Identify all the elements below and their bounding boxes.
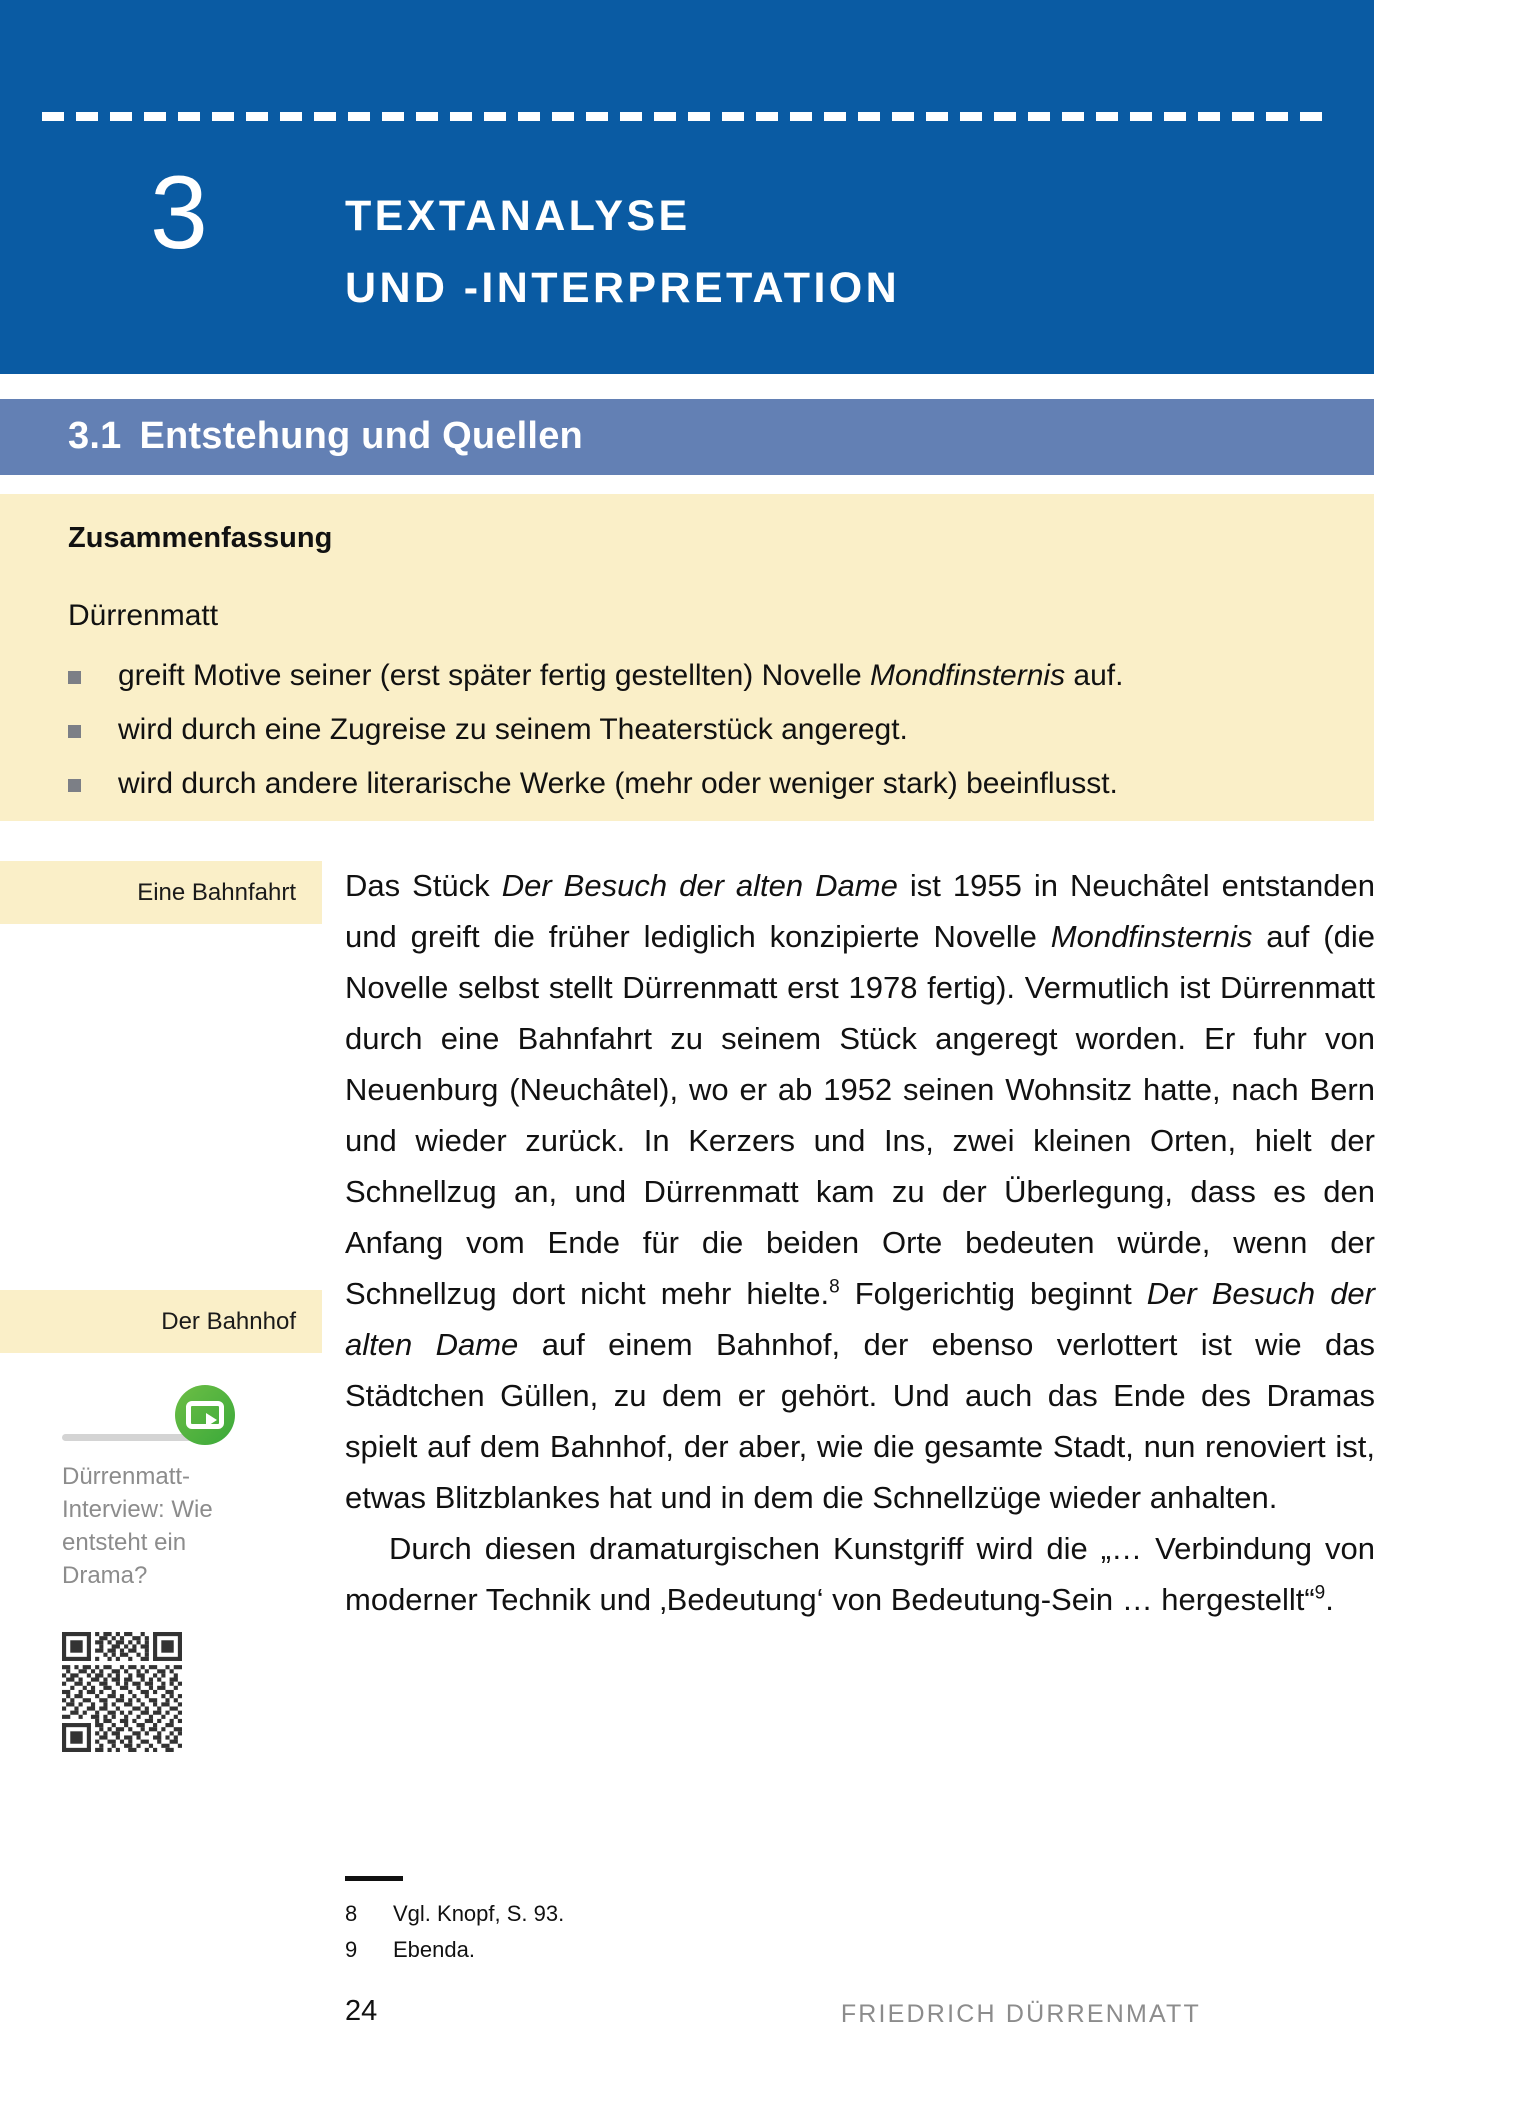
footnote-list [345,1896,1245,1968]
paragraph-1-text: auf einem Bahnhof, der ebenso verlottert ist wie das Städtchen Güllen, zu dem er gehört. Und auch das Ende des Dramas spielt auf dem Bahnhof, der aber, wie die gesamte Stadt, nun renoviert ist, etwas Blitzblankes hat und in dem die Schnellzüge wieder anhalten. [345,1327,1376,1515]
margin-tag-der-bahnhof [0,1290,322,1353]
margin-tag-label: Der Bahnhof [161,1307,296,1335]
paragraph-1-text: ist 1955 in Neuchâtel entstanden und greift die früher lediglich konzipierte Novelle [345,868,1376,954]
list-item-text-pre: greift Motive seiner (erst später fertig gestellten) Novelle [118,659,870,692]
footnote-number: 8 [345,1901,358,1926]
footnote-number: 9 [345,1937,358,1962]
body-paragraph-1 [345,860,1375,1523]
margin-tag-eine-bahnfahrt [0,861,322,924]
margin-tag-label: Eine Bahnfahrt [137,878,296,906]
list-item [68,649,1348,703]
video-frame-shape [186,1401,224,1429]
list-item-text-post: auf. [1065,659,1124,692]
chapter-title-line2: UND -INTERPRETATION [345,264,901,312]
dashed-rule-decoration [42,112,1332,121]
body-paragraph-2 [345,1523,1375,1625]
page-number: 24 [345,1995,378,2027]
list-item [68,703,1348,757]
square-bullet-icon [68,725,81,738]
section-heading [68,415,583,458]
list-item [68,757,1348,811]
paragraph-1-text: auf (die Novelle selbst stellt Dürrenmatt erst 1978 fertig). Vermutlich ist Dürrenmatt durch eine Bahnfahrt zu seinem Stück angeregt worden. Er fuhr von Neuenburg (Neuchâtel), wo er ab 1952 seinen Wohnsitz hatte, nach Bern und wieder zurück. In Kerzers und Ins, zwei kleinen Orten, hielt der Schnellzug an, und Dürrenmatt kam zu der Überlegung, dass es den Anfang vom Ende für die beiden Orte bedeuten würde, wenn der Schnellzug dort nicht mehr hielte. [345,919,1375,1311]
footnote-text: Vgl. Knopf, S. 93. [393,1901,565,1926]
paragraph-2-text: . [1325,1582,1334,1617]
footnote-item [345,1932,1245,1968]
qr-code[interactable] [62,1632,182,1752]
footnote-item [345,1896,1245,1932]
paragraph-1-footnote-ref: 8 [829,1276,840,1298]
summary-box [0,494,1374,821]
list-item-text-italic: Mondfinsternis [869,659,1066,692]
list-item-text-pre: wird durch eine Zugreise zu seinem Theaterstück angeregt. [118,713,908,746]
video-play-icon[interactable] [175,1385,235,1445]
running-book-title: FRIEDRICH DÜRRENMATT [840,2000,1201,2028]
paragraph-1-text: Das Stück [345,868,502,903]
paragraph-1-title-italic: Der Besuch der alten Dame [345,1276,1375,1362]
paragraph-1-title-italic: Mondfinsternis [1050,919,1253,954]
paragraph-1-title-italic: Der Besuch der alten Dame [501,868,898,903]
footnote-separator [345,1876,403,1881]
chapter-number: 3 [150,155,208,271]
chapter-title [345,180,900,324]
section-bar [0,399,1374,475]
chapter-title-line1: TEXTANALYSE [345,192,691,240]
section-number: 3.1 [68,415,122,457]
chapter-header [0,0,1374,374]
summary-heading: Zusammenfassung [68,522,333,554]
paragraph-2-text: Durch diesen dramaturgischen Kunstgriff wird die „… Verbindung von moderner Technik und ‚Bedeutung‘ von Bedeutung-Sein … hergestellt“ [345,1531,1375,1617]
list-item-text-pre: wird durch andere literarische Werke (mehr oder weniger stark) beeinflusst. [118,767,1118,800]
summary-intro: Dürrenmatt [68,599,219,632]
footnote-text: Ebenda. [393,1937,475,1962]
play-triangle-shape [206,1413,217,1427]
summary-bullet-list [68,649,1348,811]
square-bullet-icon [68,779,81,792]
paragraph-2-footnote-ref: 9 [1314,1582,1326,1604]
paragraph-1-text: Folgerichtig beginnt [839,1276,1147,1311]
section-title: Entstehung und Quellen [139,415,583,457]
media-caption: Dürrenmatt-Interview: Wie entsteht ein Drama? [62,1463,213,1589]
body-text-column [345,860,1375,1625]
square-bullet-icon [68,671,81,684]
